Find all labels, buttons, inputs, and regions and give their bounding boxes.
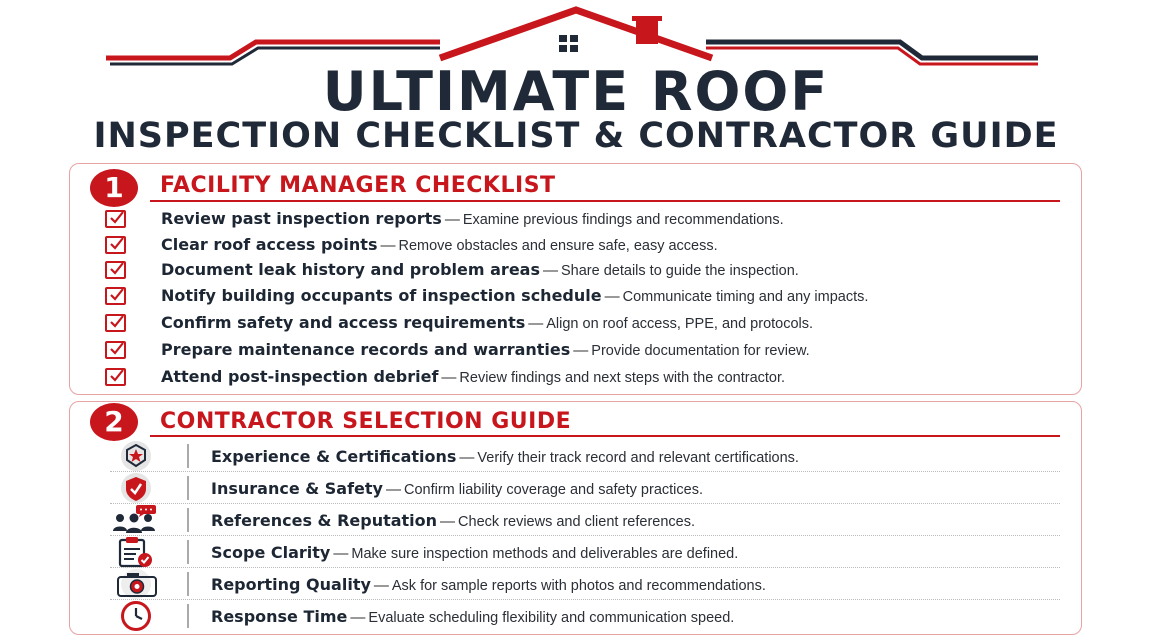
section-number-badge: 2 bbox=[90, 403, 138, 441]
dash-separator: — bbox=[528, 315, 544, 332]
section-divider bbox=[150, 200, 1060, 202]
checklist-item-title: Confirm safety and access requirements bbox=[161, 313, 526, 332]
camera-icon bbox=[110, 568, 162, 600]
dash-separator: — bbox=[444, 211, 460, 228]
vertical-separator bbox=[187, 572, 189, 596]
checklist-item-text bbox=[161, 286, 868, 305]
guide-item-description: Make sure inspection methods and deliverables are defined. bbox=[351, 546, 739, 562]
people-chat-icon bbox=[110, 504, 162, 536]
vertical-separator bbox=[187, 508, 189, 532]
guide-item-description: Evaluate scheduling flexibility and communication speed. bbox=[368, 610, 735, 626]
checklist-item[interactable] bbox=[105, 365, 1065, 391]
checklist-item-description: Share details to guide the inspection. bbox=[561, 263, 799, 279]
guide-item bbox=[110, 600, 1060, 632]
guide-item bbox=[110, 568, 1060, 600]
guide-item-text bbox=[211, 607, 734, 626]
guide-item bbox=[110, 472, 1060, 504]
vertical-separator bbox=[187, 476, 189, 500]
guide-item-title: References & Reputation bbox=[211, 511, 438, 530]
vertical-separator bbox=[187, 444, 189, 468]
checklist-item-title: Attend post-inspection debrief bbox=[161, 367, 439, 386]
checkbox-checked-icon[interactable] bbox=[105, 287, 126, 305]
checklist-item-description: Review findings and next steps with the contractor. bbox=[459, 370, 786, 386]
dash-separator: — bbox=[350, 609, 366, 626]
checkbox-checked-icon[interactable] bbox=[105, 261, 126, 279]
section-divider bbox=[150, 435, 1060, 437]
guide-item bbox=[110, 504, 1060, 536]
guide-item-text bbox=[211, 543, 738, 562]
guide-item-description: Confirm liability coverage and safety practices. bbox=[403, 482, 703, 498]
checklist-item-description: Examine previous findings and recommendations. bbox=[462, 212, 784, 228]
checklist-item-title: Notify building occupants of inspection schedule bbox=[161, 286, 602, 305]
checklist-item-title: Review past inspection reports bbox=[161, 209, 442, 228]
guide-item-text bbox=[211, 575, 766, 594]
guide-item-title: Experience & Certifications bbox=[211, 447, 457, 466]
checklist-item-title: Document leak history and problem areas bbox=[161, 260, 540, 279]
guide-item-description: Verify their track record and relevant certifications. bbox=[477, 450, 799, 466]
checkbox-checked-icon[interactable] bbox=[105, 341, 126, 359]
guide-item-title: Response Time bbox=[211, 607, 348, 626]
checkbox-checked-icon[interactable] bbox=[105, 236, 126, 254]
clock-icon bbox=[110, 600, 162, 632]
guide-item bbox=[110, 440, 1060, 472]
guide-item-title: Reporting Quality bbox=[211, 575, 371, 594]
guide-item-text bbox=[211, 447, 799, 466]
checkbox-checked-icon[interactable] bbox=[105, 368, 126, 386]
dash-separator: — bbox=[573, 342, 589, 359]
checklist-item[interactable] bbox=[105, 338, 1065, 364]
dash-separator: — bbox=[385, 481, 401, 498]
checklist-item[interactable] bbox=[105, 233, 1065, 259]
guide-item-title: Scope Clarity bbox=[211, 543, 331, 562]
guide-item bbox=[110, 536, 1060, 568]
checklist-item-description: Provide documentation for review. bbox=[591, 343, 810, 359]
dash-separator: — bbox=[373, 577, 389, 594]
checklist-item-description: Remove obstacles and ensure safe, easy access. bbox=[398, 238, 718, 254]
guide-item-text bbox=[211, 511, 695, 530]
page-subtitle: INSPECTION CHECKLIST & CONTRACTOR GUIDE bbox=[93, 116, 1059, 156]
guide-item-text bbox=[211, 479, 703, 498]
checklist-item-description: Communicate timing and any impacts. bbox=[622, 289, 869, 305]
facility-manager-checklist-card bbox=[69, 163, 1082, 395]
dash-separator: — bbox=[543, 262, 558, 279]
checklist-item-title: Clear roof access points bbox=[161, 235, 378, 254]
checklist-item[interactable] bbox=[105, 207, 1065, 233]
checklist-item-text bbox=[161, 209, 784, 228]
checklist-item[interactable] bbox=[105, 311, 1065, 337]
dash-separator: — bbox=[604, 288, 620, 305]
shield-check-icon bbox=[110, 472, 162, 504]
dash-separator: — bbox=[441, 369, 457, 386]
checklist-item-text bbox=[161, 340, 810, 359]
section-number-badge: 1 bbox=[90, 169, 138, 207]
dash-separator: — bbox=[333, 545, 349, 562]
window-icon bbox=[559, 35, 578, 52]
checklist-item-text bbox=[161, 367, 785, 386]
checklist-item-title: Prepare maintenance records and warranties bbox=[161, 340, 571, 359]
guide-item-description: Ask for sample reports with photos and recommendations. bbox=[391, 578, 766, 594]
vertical-separator bbox=[187, 604, 189, 628]
checkbox-checked-icon[interactable] bbox=[105, 210, 126, 228]
dash-separator: — bbox=[459, 449, 475, 466]
certification-badge-icon bbox=[110, 440, 162, 472]
checklist-item-text bbox=[161, 260, 799, 279]
guide-item-description: Check reviews and client references. bbox=[458, 514, 695, 530]
section-title: CONTRACTOR SELECTION GUIDE bbox=[160, 409, 572, 434]
page-title: ULTIMATE ROOF bbox=[322, 60, 830, 123]
contractor-selection-guide-card bbox=[69, 401, 1082, 635]
checklist-item[interactable] bbox=[105, 284, 1065, 310]
dash-separator: — bbox=[380, 237, 396, 254]
checklist-item-text bbox=[161, 313, 813, 332]
checklist-item-text bbox=[161, 235, 718, 254]
checklist-item-description: Align on roof access, PPE, and protocols. bbox=[546, 316, 814, 332]
section-title: FACILITY MANAGER CHECKLIST bbox=[160, 173, 556, 198]
checklist-item[interactable] bbox=[105, 258, 1065, 284]
guide-item-title: Insurance & Safety bbox=[211, 479, 383, 498]
checkbox-checked-icon[interactable] bbox=[105, 314, 126, 332]
clipboard-check-icon bbox=[110, 536, 162, 568]
dash-separator: — bbox=[440, 513, 456, 530]
vertical-separator bbox=[187, 540, 189, 564]
